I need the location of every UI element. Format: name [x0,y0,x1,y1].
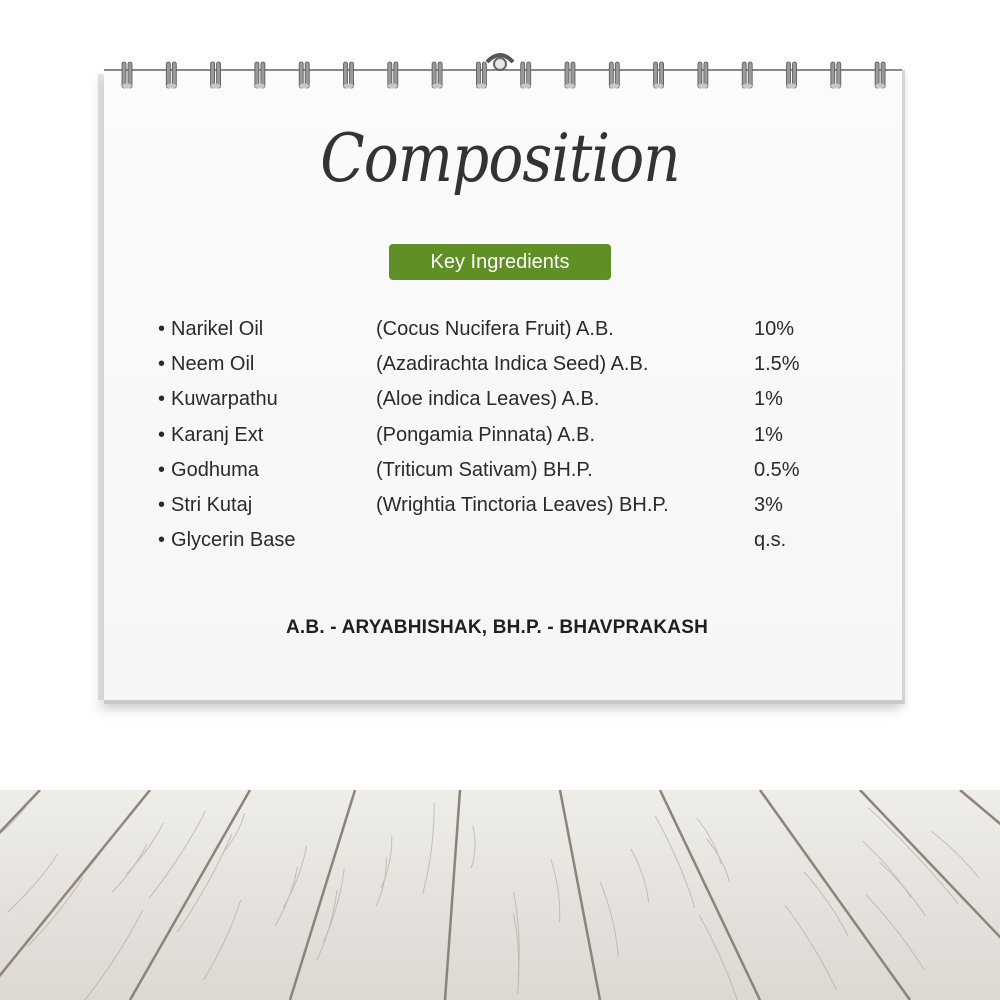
ingredient-percent: 10% [754,318,795,340]
bullet-icon: • [158,353,166,376]
binding-ring [166,62,176,89]
binding-ring [609,62,619,89]
binding-ring [787,62,797,89]
ingredient-name [158,494,252,517]
binding-ring [831,62,841,89]
ingredient-name-text: Stri Kutaj [171,493,253,516]
binding-ring [875,62,885,89]
botanical-name: (Aloe indica Leaves) A.B. [376,388,600,411]
ingredient-name-text: Neem Oil [171,353,255,376]
bullet-icon: • [158,423,166,446]
bullet-icon: • [158,458,166,481]
ingredient-percent: 1.5% [754,353,800,376]
ingredient-name-text: Narikel Oil [171,318,264,340]
ingredient-percent: 1% [754,388,783,411]
ingredient-row [158,384,858,419]
binding-ring [432,62,442,89]
ingredient-row [158,455,858,490]
binding-ring [521,62,531,89]
bullet-icon: • [158,529,166,552]
binding-ring [255,62,265,89]
botanical-name: (Azadirachta Indica Seed) A.B. [376,353,649,376]
ingredient-row [158,314,858,349]
ingredient-name [158,353,254,376]
botanical-name: (Wrightia Tinctoria Leaves) BH.P. [376,493,669,516]
ingredient-row [158,349,858,384]
botanical-name: (Cocus Nucifera Fruit) A.B. [376,318,614,340]
binding-ring [388,62,398,89]
ingredient-name [158,459,259,482]
ingredient-row [158,420,858,455]
ingredient-name-text: Glycerin Base [171,529,296,552]
ingredient-percent: 0.5% [754,458,800,481]
binding-ring [476,62,486,89]
ingredient-percent: 1% [754,423,783,446]
binding-ring [344,62,354,89]
page-title: Composition [320,120,680,197]
binding-ring [654,62,664,89]
ingredient-name-text: Godhuma [171,458,259,481]
ingredient-name [158,318,263,341]
ingredient-name-text: Kuwarpathu [171,388,278,411]
spiral-binding [0,0,1000,110]
ingredient-row [158,525,858,560]
ingredient-percent: 3% [754,493,783,516]
binding-ring [299,62,309,89]
ingredient-name-text: Karanj Ext [171,423,264,446]
binding-ring [122,62,132,89]
hanger-hook-icon [487,55,513,70]
ingredient-percent: q.s. [754,529,787,552]
bullet-icon: • [158,318,166,340]
abbreviation-footnote: A.B. - ARYABHISHAK, BH.P. - BHAVPRAKASH [286,617,708,638]
botanical-name: (Triticum Sativam) BH.P. [376,458,593,481]
ingredient-name [158,529,296,552]
ingredient-row [158,490,858,525]
key-ingredients-badge: Key Ingredients [389,244,611,280]
ingredients-list [158,314,858,560]
ingredient-name [158,388,278,411]
bullet-icon: • [158,493,166,516]
binding-ring [698,62,708,89]
binding-ring [211,62,221,89]
binding-ring [565,62,575,89]
binding-ring [742,62,752,89]
botanical-name: (Pongamia Pinnata) A.B. [376,423,596,446]
bullet-icon: • [158,388,166,411]
wooden-table [0,790,1000,1000]
ingredient-name [158,424,263,447]
